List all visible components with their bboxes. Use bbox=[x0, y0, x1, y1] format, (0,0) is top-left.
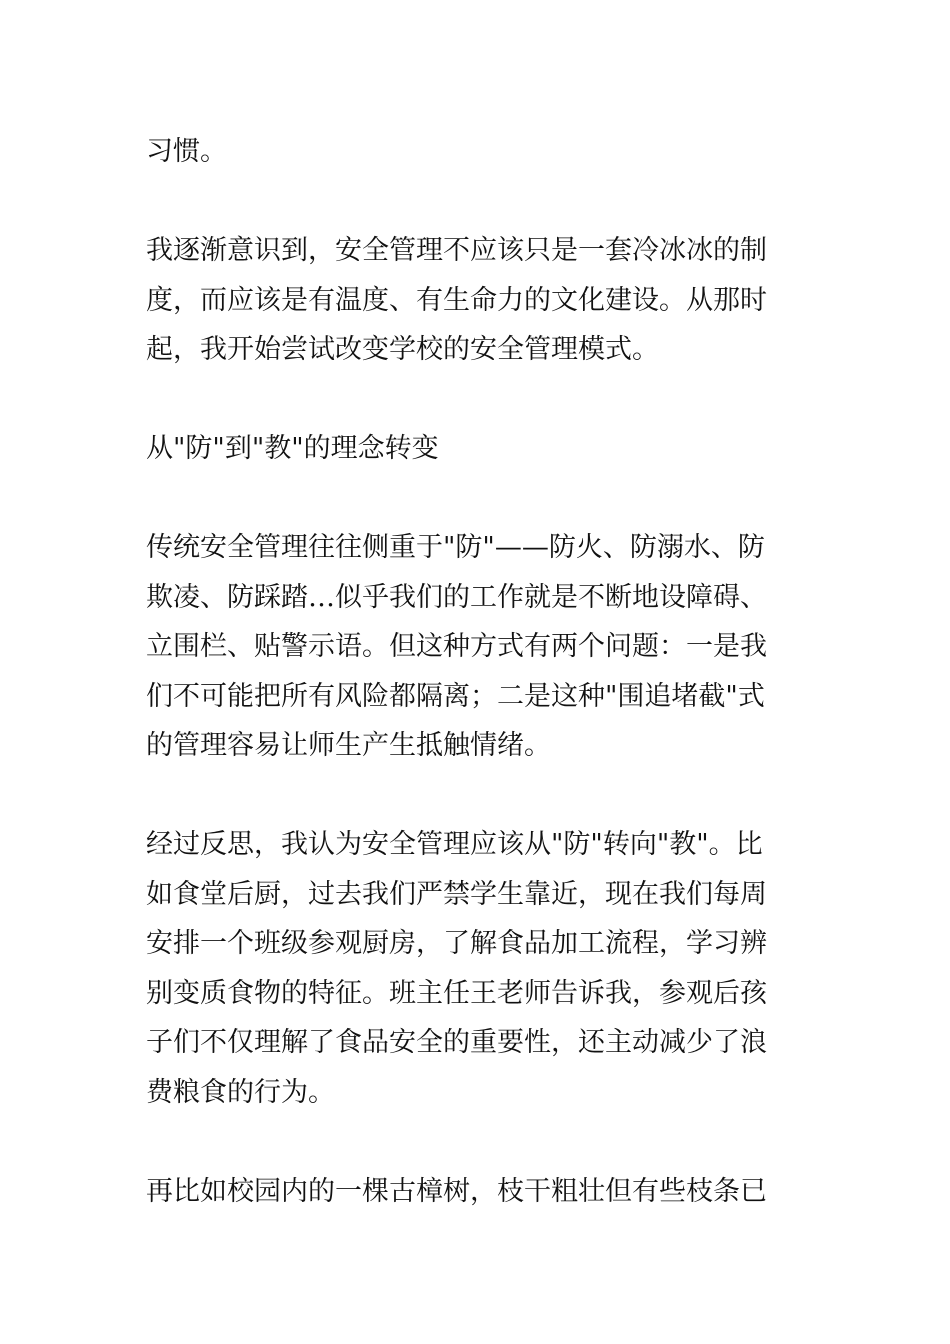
text-line: 度，而应该是有温度、有生命力的文化建设。从那时 bbox=[146, 284, 767, 316]
paragraph-5 bbox=[146, 1167, 810, 1217]
text-line: 别变质食物的特征。班主任王老师告诉我，参观后孩 bbox=[146, 977, 767, 1009]
paragraph-1 bbox=[146, 127, 810, 177]
text-line: 的管理容易让师生产生抵触情绪。 bbox=[146, 730, 551, 761]
text-line: 如食堂后厨，过去我们严禁学生靠近，现在我们每周 bbox=[146, 878, 767, 910]
text-line: 费粮食的行为。 bbox=[146, 1076, 335, 1108]
section-heading bbox=[146, 424, 810, 474]
paragraph-2 bbox=[146, 226, 810, 375]
paragraph-3 bbox=[146, 523, 810, 771]
text-line: 们不可能把所有风险都隔离；二是这种"围追堵截"式 bbox=[146, 680, 765, 712]
text-line: 传统安全管理往往侧重于"防"——防火、防溺水、防 bbox=[146, 532, 765, 563]
text-line: 经过反思，我认为安全管理应该从"防"转向"教"。比 bbox=[146, 829, 763, 860]
text-line: 再比如校园内的一棵古樟树，枝干粗壮但有些枝条已 bbox=[146, 1175, 767, 1207]
text-line: 我逐渐意识到，安全管理不应该只是一套冷冰冰的制 bbox=[146, 235, 767, 266]
text-line: 立围栏、贴警示语。但这种方式有两个问题：一是我 bbox=[146, 631, 767, 662]
paragraph-4 bbox=[146, 820, 810, 1117]
text-line: 欺凌、防踩踏…似乎我们的工作就是不断地设障碍、 bbox=[146, 581, 767, 613]
text-line: 子们不仅理解了食品安全的重要性，还主动减少了浪 bbox=[146, 1027, 767, 1058]
heading-line: 从"防"到"教"的理念转变 bbox=[146, 433, 439, 464]
document-body bbox=[146, 127, 810, 1266]
text-line: 起，我开始尝试改变学校的安全管理模式。 bbox=[146, 334, 659, 365]
text-line: 习惯。 bbox=[146, 136, 227, 167]
text-line: 安排一个班级参观厨房，了解食品加工流程，学习辨 bbox=[146, 928, 767, 959]
